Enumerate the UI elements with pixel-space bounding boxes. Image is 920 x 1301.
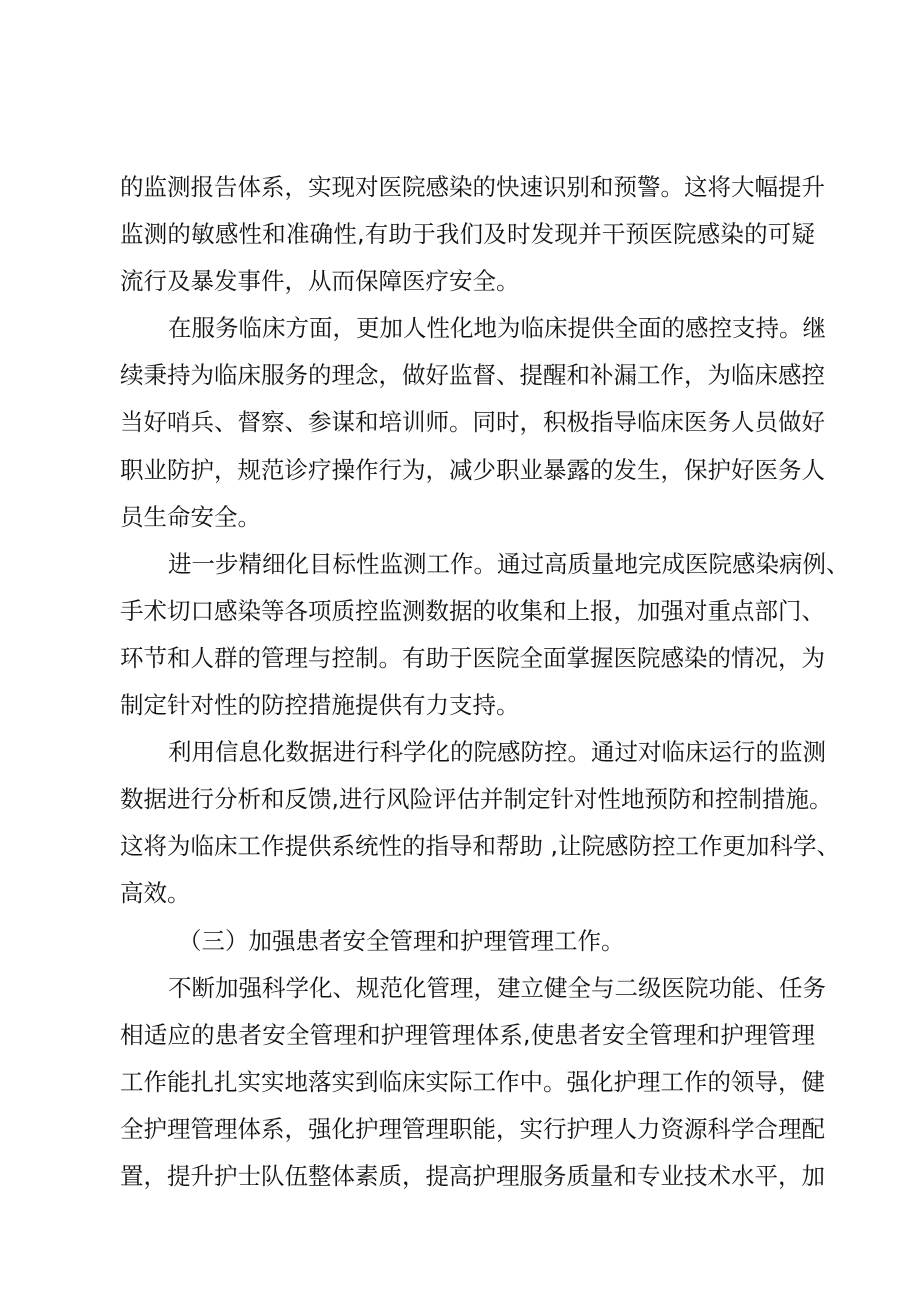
- text-line: 当好哨兵、督察、参谋和培训师。同时，积极指导临床医务人员做好: [120, 408, 825, 437]
- text-line: 制定针对性的防控措施提供有力支持。: [120, 691, 520, 720]
- text-line: 不断加强科学化、规范化管理，建立健全与二级医院功能、任务: [168, 973, 826, 1002]
- text-line: 职业防护，规范诊疗操作行为，减少职业暴露的发生，保护好医务人: [120, 455, 825, 484]
- text-line: 监测的敏感性和准确性,有助于我们及时发现并干预医院感染的可疑: [120, 220, 815, 249]
- section-heading: （三）加强患者安全管理和护理管理工作。: [178, 926, 625, 955]
- text-line: 全护理管理体系，强化护理管理职能，实行护理人力资源科学合理配: [120, 1114, 825, 1143]
- text-line: 相适应的患者安全管理和护理管理体系,使患者安全管理和护理管理: [120, 1020, 815, 1049]
- text-line: 这将为临床工作提供系统性的指导和帮助 ,让院感防控工作更加科学、: [120, 832, 840, 861]
- text-line: 手术切口感染等各项质控监测数据的收集和上报，加强对重点部门、: [120, 596, 825, 625]
- text-line: 数据进行分析和反馈,进行风险评估并制定针对性地预防和控制措施。: [120, 785, 833, 814]
- text-line: 在服务临床方面，更加人性化地为临床提供全面的感控支持。继: [168, 314, 826, 343]
- text-line: 的监测报告体系，实现对医院感染的快速识别和预警。这将大幅提升: [120, 173, 825, 201]
- text-line: 高效。: [120, 879, 191, 908]
- text-line: 工作能扎扎实实地落实到临床实际工作中。强化护理工作的领导，健: [120, 1067, 825, 1096]
- text-line: 置，提升护士队伍整体素质，提高护理服务质量和专业技术水平，加: [120, 1161, 825, 1190]
- text-line: 员生命安全。: [120, 502, 261, 531]
- document-body: [120, 164, 850, 1200]
- text-line: 环节和人群的管理与控制。有助于医院全面掌握医院感染的情况，为: [120, 643, 825, 672]
- text-line: 进一步精细化目标性监测工作。通过高质量地完成医院感染病例、: [168, 549, 850, 578]
- text-line: 流行及暴发事件，从而保障医疗安全。: [120, 267, 520, 296]
- text-line: 利用信息化数据进行科学化的院感防控。通过对临床运行的监测: [168, 738, 826, 767]
- text-line: 续秉持为临床服务的理念，做好监督、提醒和补漏工作，为临床感控: [120, 361, 825, 390]
